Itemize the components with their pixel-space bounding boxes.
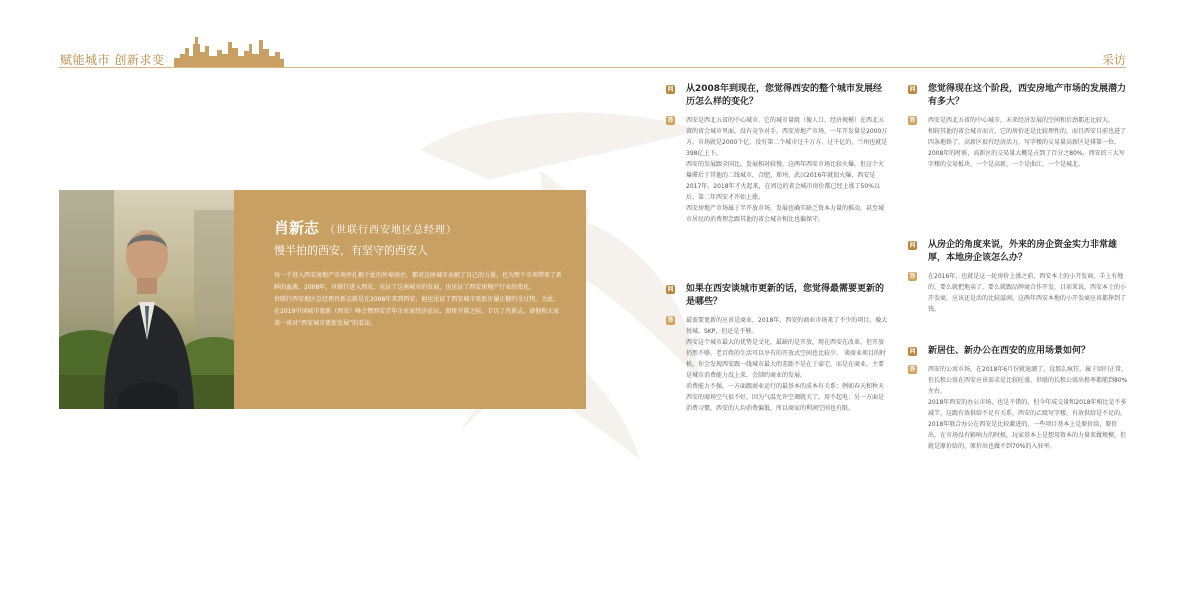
question-icon: 问 xyxy=(909,242,916,249)
answer xyxy=(908,364,1128,452)
answer-icon: 答 xyxy=(667,117,674,124)
interviewee-profile xyxy=(59,190,586,409)
qa-block xyxy=(666,283,888,414)
question: 问 您觉得现在这个阶段，西安房地产市场的发展潜力有多大？ xyxy=(909,84,1127,107)
answer-paragraph: 2018年联合办公在西安是比较激进的，一些项目基本上是原价给，原价出，在市场没有影响力的时候，玩家基本上是想用资本的力量来做规模，但就是原价给的，原价出也做不到70%的入驻率。 xyxy=(928,421,1127,450)
skyline-icon xyxy=(174,34,284,67)
answer xyxy=(908,115,1128,170)
question-icon: 问 xyxy=(909,348,916,355)
question: 问 从2008年到现在，您觉得西安的整个城市发展经历怎么样的变化？ xyxy=(667,84,883,107)
interviewee-photo xyxy=(59,190,234,409)
answer-icon: 答 xyxy=(909,117,916,124)
answer-icon: 答 xyxy=(909,366,916,373)
answer-paragraph: 西安这个城市最大的优势是文化，最缺的是开放，现在西安在改革，但开放仍然不够，老百姓的生活可以享有的开放式空间也比较少。 谈商业项目的时候，你会发现西安跟一线城市最大的差距不是在于豪宅，而是在商业，主要是城市消费能力没上来，会制约商业的发展。 xyxy=(686,339,886,379)
qa-block xyxy=(908,83,1128,170)
profile-paragraph: 每一个进入西安房地产市场并扎根于此的外埠房企，都对这座城市贡献了自己的力量。也为整个市场带来了新鲜的血液。2008年，世联行进入西安，见证了这座城市的发展，也见证了西安房地产行业的变化。 xyxy=(274,272,563,291)
answer-paragraph: 西安房地产市场属于半开放市场，发展也确实缺乏资本力量的推动，甚至城市居民的消费理念跟其他的省会城市相比也偏保守。 xyxy=(686,205,885,223)
profile-intro xyxy=(274,270,564,330)
qa-block xyxy=(666,83,888,225)
qa-block xyxy=(908,239,1128,315)
profile-paragraph: 世联行西安地区总经理肖新志就是在2008年来到西安，他也见证了西安城市更新步履正健的全过程。为此，在2019中国城市更新（西安）峰会暨西安青年企业家经济论坛，即将开幕之际，专访了肖新志，请他和大家谈一谈对“西安城市更新发展”的看法。 xyxy=(274,296,560,327)
answer-icon: 答 xyxy=(667,317,674,324)
question-icon: 问 xyxy=(909,86,916,93)
question: 问 如果在西安谈城市更新的话，您觉得最需要更新的是哪些？ xyxy=(667,284,885,307)
profile-panel xyxy=(234,190,586,409)
answer-icon: 答 xyxy=(909,273,916,280)
answer-paragraph: 西安是西北五省的中心城市，它的城市量级（像人口、经济规模）在西北五省的省会城市里面，没有竞争对手，西安房地产市场，一年开发量是2000万方，市场就是2000个亿，没有第二个城市过千万方、过千亿的，兰州也就是398亿上下。 xyxy=(686,117,888,157)
answer-paragraph: 消费能力不强，一方面跟商业运行的最基本的成本有关系：例如春天和秋天西安的商场空气很不好，因为气温允许空调就关了，用不起电；另一方面是消费习惯，西安的人均消费偏低，所以商家的利润空间也有限。 xyxy=(686,383,885,412)
answer xyxy=(908,271,1128,315)
answer-paragraph: 西安的发展跟全国比，发展相对较慢，这两年西安市场比较火爆，但这个火爆滞后于其他的二线城市，合肥、郑州、武汉2016年就很火爆，西安是2017年、2018年才火起来，在周边的省会城市房价都已经上涨了50%以后，第二年西安才开始上涨。 xyxy=(686,161,885,201)
question-icon: 问 xyxy=(667,86,674,93)
interviewee-name: 肖新志 xyxy=(274,219,320,237)
page-tag: 采访 xyxy=(1101,53,1126,67)
interviewee-title: （世联行西安地区总经理） xyxy=(325,225,458,236)
header-divider xyxy=(58,67,1126,68)
profile-subtitle: 慢半拍的西安，有坚守的西安人 xyxy=(274,244,428,257)
qa-block xyxy=(908,345,1128,452)
answer xyxy=(666,315,888,414)
section-title: 赋能城市 创新求变 xyxy=(60,53,165,67)
answer-paragraph: 2018年西安的办公市场，也是不错的，但今年成交量和2018年相比是不多减半，这跟有效供给不足有关系，西安的乙级写字楼，有效供给是不足的。 xyxy=(928,399,1127,417)
question-icon: 问 xyxy=(667,286,674,293)
answer-paragraph: 西安的公寓市场，在2018年6月份就退潮了，没那么疯狂，属于回归正常，但长租公寓在西安应该需求是比较旺盛，世联的长租公寓出租率都能到80%左右。 xyxy=(928,366,1128,395)
answer-paragraph: 相较其他的省会城市而言，它的房价还是比较理性的，而且西安目前也进了四条地铁了，高新区很有经济活力，写字楼的交易量高新区是排第一位，2008年的时候，高新区的交易量大概是占到了百分之80%，西安的三大写字楼的交易板块，一个是高新，一个是曲江，一个是城北。 xyxy=(928,128,1127,168)
question: 问 从房企的角度来说，外来的房企资金实力非常雄厚，本地房企该怎么办？ xyxy=(909,240,1118,263)
answer-paragraph: 在2016年，也就是这一轮房价上涨之前，西安本土的小开发商，手上有地的，要么就把地卖了，要么就跟品牌商合作开发，目前来说，西安本土的小开发商，应该还是活的比较滋润，这两年西安本地的小开发商应该都挣到了钱。 xyxy=(928,273,1127,313)
answer xyxy=(666,115,888,225)
interviewee-name-row xyxy=(274,217,457,238)
question: 问 新居住、新办公在西安的应用场景如何？ xyxy=(909,346,1091,356)
answer-paragraph: 最需要更新的应该是商业，2018年，西安的商业市场来了不少的项目，像大悦城、SKP，但还是不够。 xyxy=(686,317,888,335)
answer-paragraph: 西安是西北五省的中心城市，未来经济发展的空间和后劲都还比较大。 xyxy=(928,117,1115,124)
